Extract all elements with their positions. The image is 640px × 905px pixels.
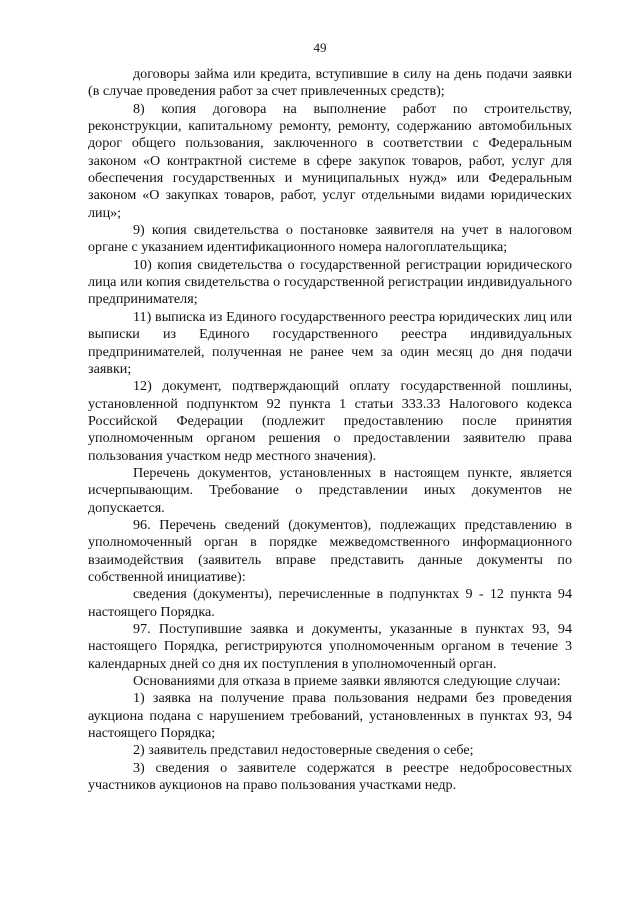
paragraph-loan-agreements: договоры займа или кредита, вступившие в силу на день подачи заявки (в случае проведения работ за счет привлеченных средств); bbox=[88, 66, 572, 100]
paragraph-section-97: 97. Поступившие заявка и документы, указанные в пунктах 93, 94 настоящего Порядка, регистрируются уполномоченным органом в течение 3 календарных дней со дня их поступления в уполномоченный орган. bbox=[88, 621, 572, 672]
paragraph-refusal-2: 2) заявитель представил недостоверные сведения о себе; bbox=[133, 742, 474, 759]
paragraph-item-12: 12) документ, подтверждающий оплату государственной пошлины, установленной подпунктом 92 пункта 1 статьи 333.33 Налогового кодекса Российской Федерации (подлежит предоставлению после принятия уполномоченным органом решения о предоставлении заявителю права пользования участком недр местного значения). bbox=[88, 378, 572, 464]
paragraph-section-96: 96. Перечень сведений (документов), подлежащих представлению в уполномоченный орган в порядке межведомственного информационного взаимодействия (заявитель вправе представить данные документы по собственной инициативе): bbox=[88, 516, 572, 585]
paragraph-section-96-info: сведения (документы), перечисленные в подпунктах 9 - 12 пункта 94 настоящего Порядка. bbox=[88, 586, 572, 620]
paragraph-item-10: 10) копия свидетельства о государственной регистрации юридического лица или копия свидетельства о государственной регистрации индивидуального предпринимателя; bbox=[88, 256, 572, 308]
paragraph-refusal-grounds: Основаниями для отказа в приеме заявки являются следующие случаи: bbox=[133, 673, 561, 690]
page-number: 49 bbox=[313, 40, 327, 55]
paragraph-refusal-1: 1) заявка на получение права пользования недрами без проведения аукциона подана с нарушением требований, установленных в пунктах 93, 94 настоящего Порядка; bbox=[88, 690, 572, 742]
paragraph-item-11: 11) выписка из Единого государственного реестра юридических лиц или выписки из Единого государственного реестра индивидуальных предпринимателей, полученная не ранее чем за один месяц до дня подачи заявки; bbox=[88, 308, 572, 377]
paragraph-item-8: 8) копия договора на выполнение работ по строительству, реконструкции, капитальному ремонту, ремонту, содержанию автомобильных дорог общего пользования, заключенного в соответствии с Федеральным законом «О контрактной системе в сфере закупок товаров, работ, услуг для обеспечения государственных и муниципальных нужд» или Федеральным законом «О закупках товаров, работ, услуг отдельными видами юридических лиц»; bbox=[88, 100, 572, 221]
paragraph-item-9: 9) копия свидетельства о постановке заявителя на учет в налоговом органе с указанием идентификационного номера налогоплательщика; bbox=[88, 222, 572, 256]
paragraph-exhaustive-list: Перечень документов, установленных в настоящем пункте, является исчерпывающим. Требование о представлении иных документов не допускается. bbox=[88, 464, 572, 516]
document-body bbox=[88, 66, 572, 794]
paragraph-refusal-3: 3) сведения о заявителе содержатся в реестре недобросовестных участников аукционов на право пользования участками недр. bbox=[88, 759, 572, 794]
